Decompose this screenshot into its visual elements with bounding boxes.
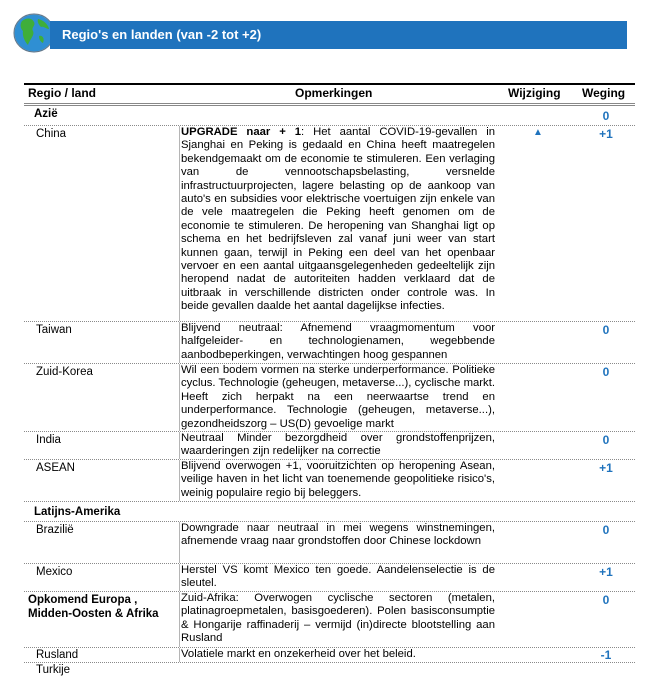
weight-cell: +1 — [599, 127, 613, 141]
table-row-group-latam — [24, 502, 635, 522]
note-lead: UPGRADE naar + 1 — [181, 126, 302, 138]
region-cell: Zuid-Korea — [36, 366, 93, 378]
weight-cell: 0 — [602, 433, 610, 447]
table-row-brazil — [24, 522, 635, 564]
region-cell: ASEAN — [36, 462, 75, 474]
weight-cell: +1 — [599, 461, 613, 475]
notes-cell: Zuid-Afrika: Overwogen cyclische sectoren (metalen, platinagroepmetalen, basisgoederen). Polen basisconsumptie & Hongarije raffinaderij – vermijd (in)directe blootstelling aan Rusland — [181, 592, 495, 645]
weight-cell: 0 — [602, 109, 610, 123]
table-row-russia — [24, 648, 635, 663]
notes-cell: Herstel VS komt Mexico ten goede. Aandelenselectie is de sleutel. — [181, 564, 495, 590]
table-row-china — [24, 126, 635, 322]
table-header — [24, 83, 635, 106]
title-banner — [50, 21, 627, 49]
table-row-group-emea — [24, 592, 635, 648]
upgrade-arrow-icon: ▲ — [533, 127, 543, 138]
region-cell: Turkije — [36, 664, 71, 676]
notes-cell — [181, 126, 495, 314]
notes-cell: Downgrade naar neutraal in mei wegens winstnemingen, afnemende vraag naar grondstoffen door Chinese lockdown — [181, 522, 495, 548]
regions-table — [24, 83, 635, 680]
notes-cell: Volatiele markt en onzekerheid over het beleid. — [181, 648, 416, 660]
weight-cell: 0 — [602, 593, 610, 607]
region-cell: Mexico — [36, 566, 73, 578]
table-row-taiwan — [24, 322, 635, 364]
notes-cell: Blijvend overwogen +1, vooruitzichten op heropening Asean, veilige haven in het licht van toenemende geopolitieke risico's, weinig populaire regio bij beleggers. — [181, 460, 495, 499]
weight-cell: +1 — [599, 565, 613, 579]
notes-cell: Neutraal Minder bezorgdheid over grondstoffenprijzen, waarderingen zijn redelijker na correctie — [181, 432, 495, 458]
table-row-group-asia — [24, 106, 635, 126]
weight-cell: 0 — [602, 523, 610, 537]
table-row-asean — [24, 460, 635, 502]
column-header-region: Regio / land — [28, 86, 97, 100]
column-header-notes: Opmerkingen — [295, 86, 373, 100]
weight-cell: 0 — [602, 365, 610, 379]
table-row-india — [24, 432, 635, 460]
table-row-turkey — [24, 663, 635, 680]
note-text: : Het aantal COVID-19-gevallen in Sjanghai en Peking is gedaald en China heeft maatregelen bekendgemaakt om de economie te stimuleren. Een verlaging van de vennootschapsbelasting, versnelde infrastructuurprojecten, lagere belasting op de aankoop van auto's en subsidies voor elektrische voertuigen zijn enkele van de vele maatregelen die Peking heeft genomen om de economie te stimuleren. De heropening van Shanghai ligt op schema en het bedrijfsleven zal vanaf juni weer van start kunnen gaan, terwijl in Peking een deel van het openbaar vervoer en een aantal uitgaansgelegenheden gedeeltelijk zijn heropend nadat de autoriteiten hadden verklaard dat de uitbraak in verschillende districten onder controle was. In beide gevallen daalde het aantal dagelijkse infecties. — [181, 126, 495, 313]
region-cell: Opkomend Europa , Midden-Oosten & Afrika — [28, 594, 159, 620]
region-cell: China — [36, 128, 67, 140]
region-cell: Taiwan — [36, 324, 72, 336]
column-header-weight: Weging — [582, 86, 626, 100]
region-cell: Brazilië — [36, 524, 74, 536]
page-title: Regio's en landen (van -2 tot +2) — [62, 27, 262, 42]
weight-cell: -1 — [600, 648, 612, 662]
table-row-mexico — [24, 564, 635, 592]
region-cell: Rusland — [36, 649, 79, 661]
weight-cell: 0 — [602, 323, 610, 337]
column-header-change: Wijziging — [508, 86, 561, 100]
region-cell: India — [36, 434, 61, 446]
notes-cell: Blijvend neutraal: Afnemend vraagmomentum voor halfgeleider- en technologienamen, wegebbende aanbodbeperkingen, verwachtingen hoog gespannen — [181, 322, 495, 361]
region-cell: Latijns-Amerika — [34, 506, 121, 518]
notes-cell: Wil een bodem vormen na sterke underperformance. Politieke cyclus. Technologie (geheugen, metaverse...), cyclische markt. Heeft zich herpakt na een neerwaartse trend en underperformance. Technologie (geheugen, metaverse...), gezondheidszorg – US(D) gevoelige markt — [181, 364, 495, 430]
table-row-south-korea — [24, 364, 635, 432]
region-cell: Azië — [34, 108, 58, 120]
